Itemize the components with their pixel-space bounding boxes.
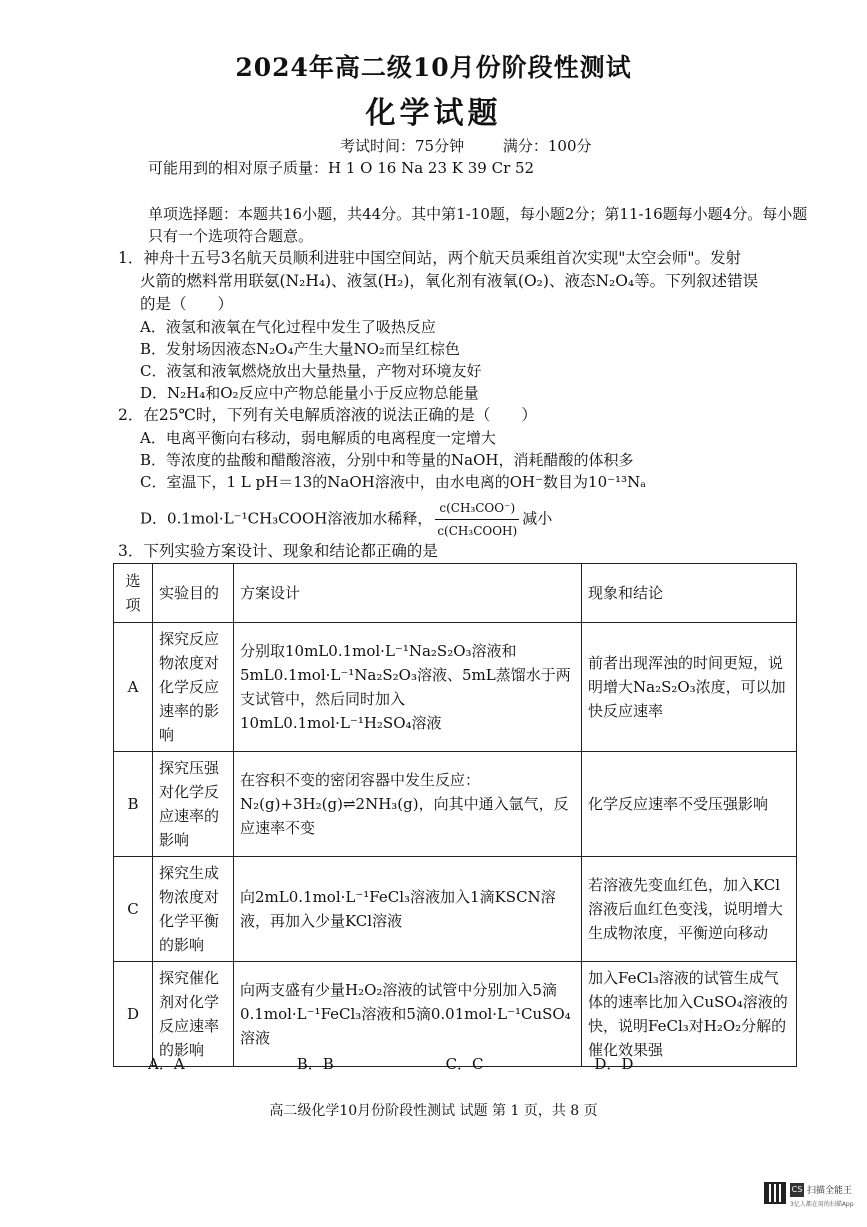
scanner-app-subtitle: 3亿人都在用的扫描App <box>790 1201 854 1208</box>
q3-stem: 3．下列实验方案设计、现象和结论都正确的是 <box>118 542 438 560</box>
q1-option-b: B．发射场因液态N₂O₄产生大量NO₂而呈红棕色 <box>140 340 460 358</box>
q2-option-d <box>140 497 552 542</box>
table-header-row <box>114 564 797 623</box>
header-option: 选项 <box>114 564 153 623</box>
row-conclusion: 化学反应速率不受压强影响 <box>582 752 797 857</box>
q3-answer-c: C．C <box>445 1055 484 1073</box>
table-row <box>114 857 797 962</box>
q1-option-a: A．液氢和液氧在气化过程中发生了吸热反应 <box>140 318 436 336</box>
q2-stem: 2．在25℃时，下列有关电解质溶液的说法正确的是（ ） <box>118 406 537 424</box>
section-intro: 单项选择题：本题共16小题，共44分。其中第1-10题，每小题2分；第11-16题每小题4分。每小题只有一个选项符合题意。 <box>148 205 808 245</box>
q1-option-c: C．液氢和液氧燃烧放出大量热量，产物对环境友好 <box>140 362 482 380</box>
page-footer: 高二级化学10月份阶段性测试 试题 第 1 页，共 8 页 <box>269 1103 598 1119</box>
atomic-masses: 可能用到的相对原子质量：H 1 O 16 Na 23 K 39 Cr 52 <box>148 159 535 177</box>
q2-option-d-prefix: D．0.1mol·L⁻¹CH₃COOH溶液加水稀释， <box>140 509 433 528</box>
table-row <box>114 962 797 1067</box>
row-purpose: 探究催化剂对化学反应速率的影响 <box>153 962 234 1067</box>
row-plan: 向2mL0.1mol·L⁻¹FeCl₃溶液加入1滴KSCN溶液，再加入少量KCl溶液 <box>234 857 582 962</box>
row-plan: 向两支盛有少量H₂O₂溶液的试管中分别加入5滴0.1mol·L⁻¹FeCl₃溶液和5滴0.01mol·L⁻¹CuSO₄溶液 <box>234 962 582 1067</box>
table-row <box>114 623 797 752</box>
q1-stem-line2: 火箭的燃料常用联氨(N₂H₄)、液氢(H₂)，氧化剂有液氧(O₂)、液态N₂O₄等。下列叙述错误 <box>140 272 759 290</box>
row-purpose: 探究压强对化学反应速率的影响 <box>153 752 234 857</box>
scanner-app-name: 扫描全能王 <box>807 1186 853 1196</box>
full-score: 满分：100分 <box>502 137 592 155</box>
header-plan: 方案设计 <box>234 564 582 623</box>
experiment-table <box>113 563 797 1067</box>
q1-stem-line1: 1．神舟十五号3名航天员顺利进驻中国空间站，两个航天员乘组首次实现"太空会师"。发射 <box>118 249 741 267</box>
q2-option-a: A．电离平衡向右移动，弱电解质的电离程度一定增大 <box>140 429 496 447</box>
q3-answer-options <box>148 1053 738 1074</box>
q2-option-b: B．等浓度的盐酸和醋酸溶液，分别中和等量的NaOH，消耗醋酸的体积多 <box>140 451 634 469</box>
header-conclusion: 现象和结论 <box>582 564 797 623</box>
row-conclusion: 前者出现浑浊的时间更短，说明增大Na₂S₂O₃浓度，可以加快反应速率 <box>582 623 797 752</box>
exam-title: 2024年高二级10月份阶段性测试 <box>235 53 632 82</box>
ratio-denominator: c(CH₃COOH) <box>437 524 518 538</box>
header-purpose: 实验目的 <box>153 564 234 623</box>
row-label: C <box>114 857 153 962</box>
exam-meta <box>340 135 626 157</box>
row-label: D <box>114 962 153 1067</box>
row-label: B <box>114 752 153 857</box>
q3-answer-d: D．D <box>594 1055 634 1073</box>
qr-code-icon <box>764 1182 786 1204</box>
q2-option-c: C．室温下，1 L pH＝13的NaOH溶液中，由水电离的OH⁻数目为10⁻¹³Nₐ <box>140 473 646 491</box>
table-row <box>114 752 797 857</box>
subject-title: 化学试题 <box>365 96 502 131</box>
q1-stem-line3: 的是（ ） <box>140 295 234 313</box>
concentration-ratio <box>435 497 519 542</box>
q1-option-d: D．N₂H₄和O₂反应中产物总能量小于反应物总能量 <box>140 384 479 402</box>
row-conclusion: 加入FeCl₃溶液的试管生成气体的速率比加入CuSO₄溶液的快，说明FeCl₃对H₂O₂分解的催化效果强 <box>582 962 797 1067</box>
row-purpose: 探究生成物浓度对化学平衡的影响 <box>153 857 234 962</box>
row-plan: 在容积不变的密闭容器中发生反应：N₂(g)+3H₂(g)⇌2NH₃(g)，向其中通入氩气，反应速率不变 <box>234 752 582 857</box>
row-plan: 分别取10mL0.1mol·L⁻¹Na₂S₂O₃溶液和5mL0.1mol·L⁻¹Na₂S₂O₃溶液、5mL蒸馏水于两支试管中，然后同时加入10mL0.1mol·L⁻¹H₂SO₄溶液 <box>234 623 582 752</box>
row-purpose: 探究反应物浓度对化学反应速率的影响 <box>153 623 234 752</box>
row-label: A <box>114 623 153 752</box>
scanner-logo-icon: CS <box>790 1183 804 1197</box>
ratio-numerator: c(CH₃COO⁻) <box>435 497 519 520</box>
exam-time: 考试时间：75分钟 <box>340 137 465 155</box>
row-conclusion: 若溶液先变血红色，加入KCl溶液后血红色变浅，说明增大生成物浓度，平衡逆向移动 <box>582 857 797 962</box>
q3-answer-b: B．B <box>296 1055 334 1073</box>
q2-option-d-suffix: 减小 <box>522 509 553 528</box>
q3-answer-a: A．A <box>148 1055 185 1073</box>
